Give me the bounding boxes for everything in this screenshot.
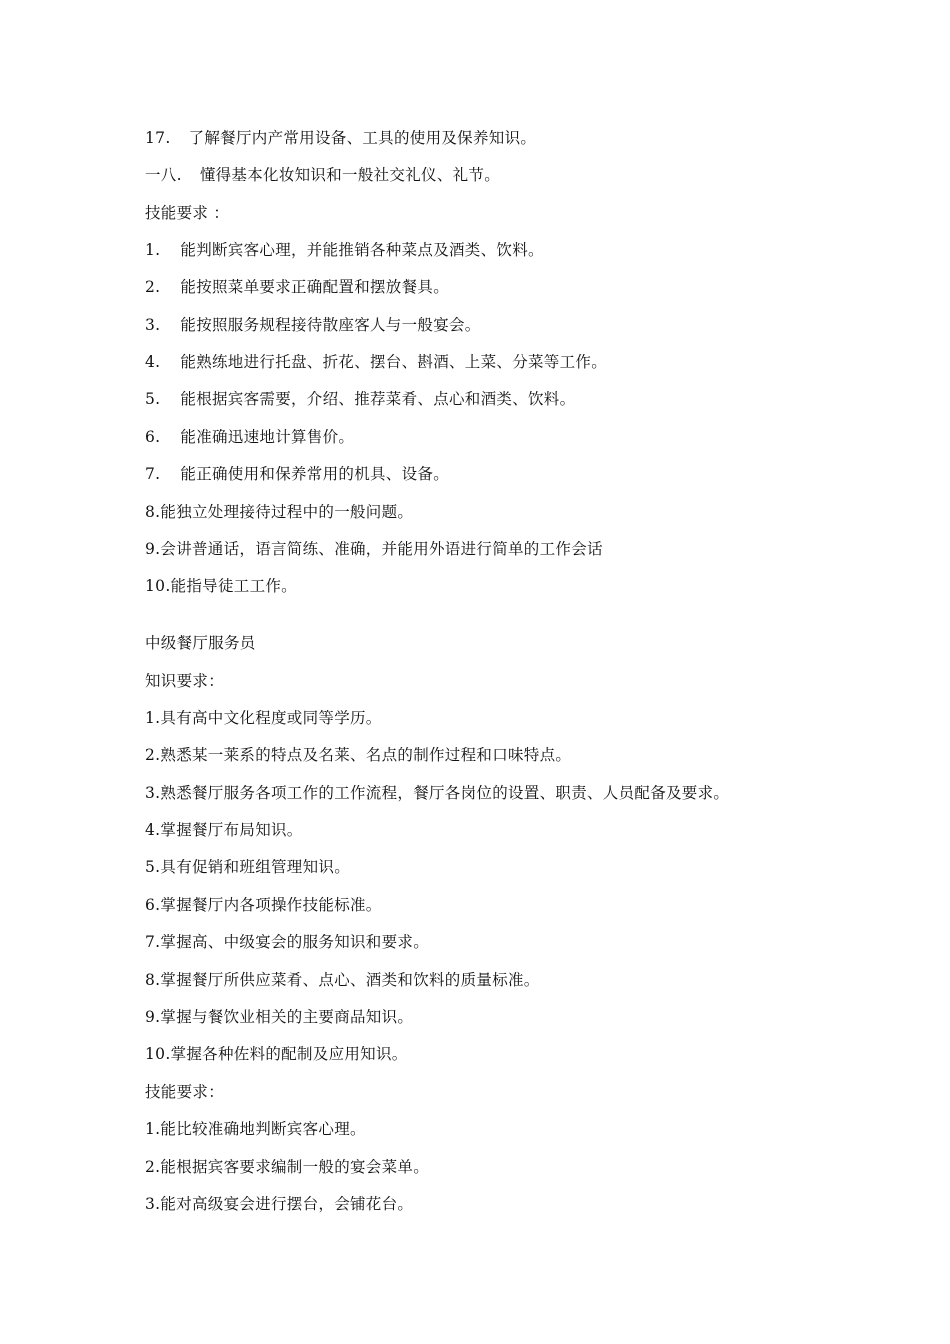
skill-item [145,1157,429,1177]
item-number: 6. [145,428,161,446]
skill-item [145,427,354,447]
item-number: 5. [145,858,161,876]
knowledge-item [145,970,540,990]
item-number: 10. [145,1045,171,1063]
knowledge-heading: 知识要求： [145,672,225,690]
knowledge-item [145,932,429,952]
knowledge-item-18 [145,165,500,185]
item-text: 掌握餐厅所供应菜肴、点心、酒类和饮料的质量标准。 [160,971,540,989]
item-number: 1. [145,1120,161,1138]
skill-item [145,539,603,559]
knowledge-item [145,1007,413,1027]
item-text: 能判断宾客心理，并能推销各种菜点及酒类、饮料。 [180,241,544,259]
item-number: 8. [145,503,161,521]
item-text: 了解餐厅内产常用设备、工具的使用及保养知识。 [188,129,537,147]
item-number: 17. [145,129,171,147]
item-text: 能根据宾客需要，介绍、推荐菜肴、点心和酒类、饮料。 [180,390,576,408]
item-text: 能按照菜单要求正确配置和摆放餐具。 [180,278,449,296]
item-text: 能按照服务规程接待散座客人与一般宴会。 [180,316,481,334]
item-number: 9. [145,540,161,558]
item-text: 能比较准确地判断宾客心理。 [160,1120,366,1138]
item-number: 9. [145,1008,161,1026]
knowledge-item [145,708,382,728]
item-text: 熟悉某一莱系的特点及名莱、名点的制作过程和口味特点。 [160,746,572,764]
skills-heading: 技能要求： [145,1083,225,1101]
skills-heading: 技能要求 ： [145,204,230,222]
skill-item [145,464,449,484]
item-number: 2. [145,278,161,296]
knowledge-item-17 [145,128,536,148]
skill-item [145,1194,413,1214]
knowledge-item [145,857,350,877]
item-number: 2. [145,1158,161,1176]
knowledge-item [145,820,303,840]
item-number: 7. [145,465,161,483]
item-text: 能指导徒工工作。 [170,577,297,595]
skill-item [145,352,607,372]
item-text: 掌握与餐饮业相关的主要商品知识。 [160,1008,414,1026]
item-text: 掌握高、中级宴会的服务知识和要求。 [160,933,429,951]
skill-item [145,240,544,260]
item-number: 一八. [145,166,182,184]
skill-item [145,1119,366,1139]
item-text: 能根据宾客要求编制一般的宴会菜单。 [160,1158,429,1176]
item-text: 能正确使用和保养常用的机具、设备。 [180,465,449,483]
item-number: 3. [145,316,161,334]
knowledge-item [145,895,382,915]
item-text: 会讲普通话，语言简练、准确，并能用外语进行简单的工作会话 [160,540,603,558]
item-text: 熟悉餐厅服务各项工作的工作流程，餐厅各岗位的设置、职责、人员配备及要求。 [160,784,730,802]
item-text: 掌握餐厅内各项操作技能标准。 [160,896,382,914]
item-number: 1. [145,241,161,259]
item-number: 5. [145,390,161,408]
knowledge-item [145,783,729,803]
item-number: 6. [145,896,161,914]
skill-item [145,389,575,409]
item-text: 具有促销和班组管理知识。 [160,858,350,876]
item-text: 掌握各种佐料的配制及应用知识。 [170,1045,408,1063]
item-text: 能对高级宴会进行摆台，会铺花台。 [160,1195,414,1213]
knowledge-item [145,745,571,765]
item-text: 懂得基本化妆知识和一般社交礼仪、礼节。 [199,166,501,184]
item-number: 8. [145,971,161,989]
item-number: 3. [145,784,161,802]
item-number: 3. [145,1195,161,1213]
item-number: 10. [145,577,171,595]
item-text: 掌握餐厅布局知识。 [160,821,303,839]
skill-item [145,277,449,297]
item-text: 能熟练地进行托盘、折花、摆台、斟酒、上菜、分菜等工作。 [180,353,607,371]
skill-item [145,502,413,522]
section-title: 中级餐厅服务员 [145,634,256,652]
item-number: 2. [145,746,161,764]
item-number: 4. [145,353,161,371]
item-number: 1. [145,709,161,727]
skill-item [145,315,481,335]
item-text: 具有高中文化程度或同等学历。 [160,709,382,727]
item-text: 能独立处理接待过程中的一般问题。 [160,503,414,521]
item-number: 4. [145,821,161,839]
item-number: 7. [145,933,161,951]
skill-item [145,576,297,596]
knowledge-item [145,1044,408,1064]
item-text: 能准确迅速地计算售价。 [180,428,355,446]
